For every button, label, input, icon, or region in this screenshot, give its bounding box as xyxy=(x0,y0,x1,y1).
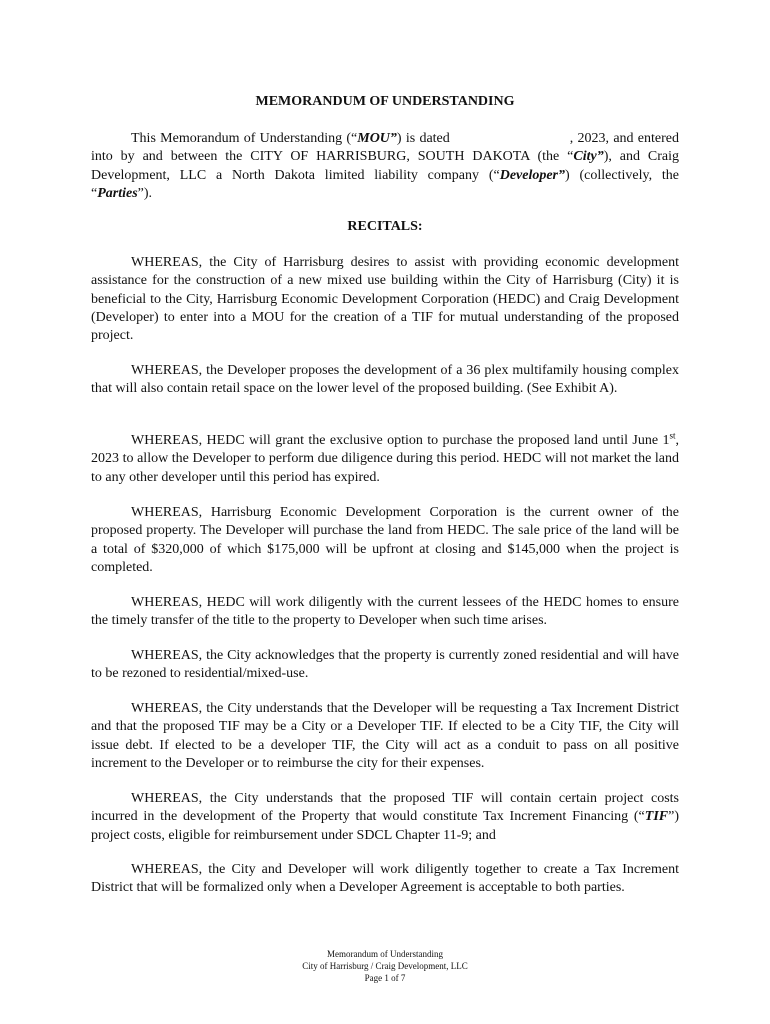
recital-paragraph-6: WHEREAS, the City acknowledges that the property is currently zoned residential and will have to be rezoned to residential/mixed-use. xyxy=(91,648,679,682)
recital-8-text-a: WHEREAS, the City understands that the proposed TIF will contain certain project costs incurred in the development of the Property that would constitute Tax Increment Financing (“ xyxy=(91,791,679,825)
recital-paragraph-1: WHEREAS, the City of Harrisburg desires to assist with providing economic development assistance for the construction of a new mixed use building within the City of Harrisburg (City) it is beneficial to the City, Harrisburg Economic Development Corporation (HEDC) and Craig Development (Developer) to enter into a MOU for the creation of a TIF for mutual understanding of the proposed project. xyxy=(91,255,679,344)
developer-term: Developer” xyxy=(499,167,566,183)
intro-text-1: This Memorandum of Understanding (“ xyxy=(131,131,358,146)
recital-paragraph-2: WHEREAS, the Developer proposes the development of a 36 plex multifamily housing complex that will also contain retail space on the lower level of the proposed building. (See Exhibit A). xyxy=(91,363,679,397)
footer-page-number: Page 1 of 7 xyxy=(364,973,406,983)
intro-text-6: ”). xyxy=(137,185,153,201)
recital-3-text-b: , 2023 to allow the Developer to perform due diligence during this period. HEDC will not market the land to any other developer until this period has expired. xyxy=(91,433,679,485)
intro-text-4: ), and Craig Development, LLC a North Dakota limited liability company (“ xyxy=(91,149,679,183)
document-title: MEMORANDUM OF UNDERSTANDING xyxy=(255,94,515,109)
city-term: City” xyxy=(573,149,604,165)
mou-term: MOU” xyxy=(357,131,397,146)
recital-paragraph-8 xyxy=(91,790,679,845)
ordinal-suffix: st xyxy=(669,430,676,441)
recital-paragraph-7: WHEREAS, the City understands that the Developer will be requesting a Tax Increment District and that the proposed TIF may be a City or a Developer TIF. If elected to be a City TIF, the City will issue debt. If elected to be a developer TIF, the City will act as a conduit to pass on all positive increment to the Developer or to reimburse the city for their expenses. xyxy=(91,701,679,771)
recital-paragraph-3 xyxy=(91,432,679,487)
intro-text-5: ) (collectively, the “ xyxy=(91,167,679,201)
intro-text-3: , 2023, and entered into by and between the CITY OF HARRISBURG, SOUTH DAKOTA (the “ xyxy=(91,131,679,165)
intro-paragraph xyxy=(91,130,679,203)
footer-doc-title: Memorandum of Understanding xyxy=(327,949,443,959)
tif-term: TIF xyxy=(644,809,669,825)
recital-paragraph-4: WHEREAS, Harrisburg Economic Development Corporation is the current owner of the proposed property. The Developer will purchase the land from HEDC. The sale price of the land will be a total of $320,000 of which $175,000 will be upfront at closing and $145,000 when the project is completed. xyxy=(91,505,679,575)
parties-term: Parties xyxy=(97,185,138,201)
footer-parties: City of Harrisburg / Craig Development, LLC xyxy=(302,961,468,971)
recitals-heading: RECITALS: xyxy=(347,219,423,234)
page-footer xyxy=(0,948,770,984)
intro-text-2: ) is dated xyxy=(396,131,450,146)
recital-paragraph-9: WHEREAS, the City and Developer will work diligently together to create a Tax Increment District that will be formalized only when a Developer Agreement is acceptable to both parties. xyxy=(91,862,679,896)
recital-3-text-a: WHEREAS, HEDC will grant the exclusive option to purchase the proposed land until June 1 xyxy=(131,433,670,448)
recital-8-text-b: ”) project costs, eligible for reimbursement under SDCL Chapter 11-9; and xyxy=(91,809,679,843)
recital-paragraph-5: WHEREAS, HEDC will work diligently with the current lessees of the HEDC homes to ensure the timely transfer of the title to the property to Developer when such time arises. xyxy=(91,595,679,629)
